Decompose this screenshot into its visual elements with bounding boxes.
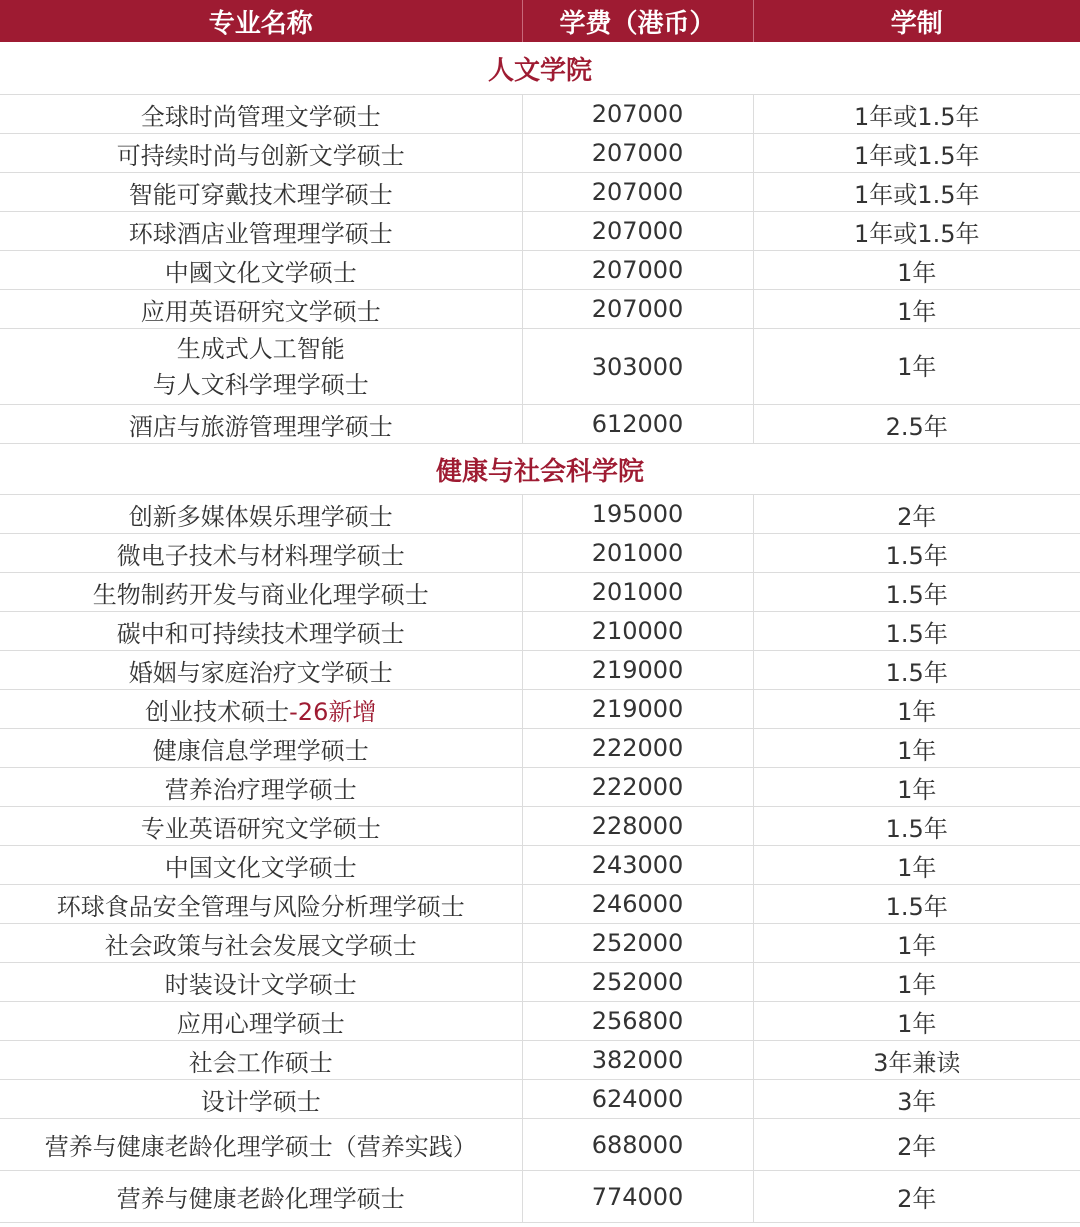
program-name-cell xyxy=(0,1171,522,1223)
program-name-cell xyxy=(0,290,522,329)
duration-cell: 1.5年 xyxy=(753,534,1080,573)
section-header-row xyxy=(0,42,1080,95)
section-title: 人文学院 xyxy=(0,42,1080,95)
tuition-cell: 624000 xyxy=(522,1080,753,1119)
program-name-cell xyxy=(0,729,522,768)
program-name: 生成式人工智能 与人文科学理学硕士 xyxy=(152,334,369,399)
header-tuition: 学费（港币） xyxy=(522,0,753,42)
header-row xyxy=(0,0,1080,42)
duration-cell: 1年 xyxy=(753,290,1080,329)
program-name: 婚姻与家庭治疗文学硕士 xyxy=(128,658,393,687)
duration-cell: 1.5年 xyxy=(753,573,1080,612)
table-row xyxy=(0,651,1080,690)
table-row xyxy=(0,212,1080,251)
header-duration: 学制 xyxy=(753,0,1080,42)
program-name-cell xyxy=(0,768,522,807)
duration-cell: 1年 xyxy=(753,729,1080,768)
duration-cell: 1年或1.5年 xyxy=(753,134,1080,173)
table-row xyxy=(0,405,1080,444)
program-name: 生物制药开发与商业化理学硕士 xyxy=(92,580,429,609)
section-title: 健康与社会科学院 xyxy=(0,444,1080,495)
duration-cell: 3年 xyxy=(753,1080,1080,1119)
table-row xyxy=(0,290,1080,329)
table-row xyxy=(0,329,1080,405)
program-name-cell xyxy=(0,1002,522,1041)
table-row xyxy=(0,1119,1080,1171)
tuition-cell: 219000 xyxy=(522,690,753,729)
tuition-cell: 774000 xyxy=(522,1171,753,1223)
tuition-cell: 201000 xyxy=(522,573,753,612)
program-name: 专业英语研究文学硕士 xyxy=(140,814,381,843)
duration-cell: 2年 xyxy=(753,495,1080,534)
duration-cell: 1年 xyxy=(753,963,1080,1002)
duration-cell: 2年 xyxy=(753,1119,1080,1171)
program-name-cell xyxy=(0,173,522,212)
duration-cell: 1年或1.5年 xyxy=(753,212,1080,251)
header-program-name: 专业名称 xyxy=(0,0,522,42)
duration-cell: 1.5年 xyxy=(753,885,1080,924)
duration-cell: 1年 xyxy=(753,329,1080,405)
table-row xyxy=(0,495,1080,534)
program-name-cell xyxy=(0,1119,522,1171)
program-name-cell xyxy=(0,690,522,729)
duration-cell: 1年 xyxy=(753,768,1080,807)
table-row xyxy=(0,534,1080,573)
program-name: 微电子技术与材料理学硕士 xyxy=(116,541,405,570)
tuition-cell: 246000 xyxy=(522,885,753,924)
program-name-cell xyxy=(0,651,522,690)
tuition-cell: 243000 xyxy=(522,846,753,885)
program-name-cell xyxy=(0,573,522,612)
program-name-cell xyxy=(0,95,522,134)
program-name-cell xyxy=(0,924,522,963)
table-row xyxy=(0,573,1080,612)
tuition-cell: 252000 xyxy=(522,924,753,963)
duration-cell: 1.5年 xyxy=(753,807,1080,846)
program-name: 环球酒店业管理理学硕士 xyxy=(128,219,393,248)
program-name: 社会工作硕士 xyxy=(188,1048,333,1077)
tuition-cell: 207000 xyxy=(522,212,753,251)
tuition-cell: 228000 xyxy=(522,807,753,846)
tuition-cell: 201000 xyxy=(522,534,753,573)
tuition-cell: 207000 xyxy=(522,134,753,173)
duration-cell: 1年 xyxy=(753,690,1080,729)
program-name: 智能可穿戴技术理学硕士 xyxy=(128,180,393,209)
program-name: 应用心理学硕士 xyxy=(176,1009,345,1038)
tuition-cell: 207000 xyxy=(522,173,753,212)
table-row xyxy=(0,963,1080,1002)
tuition-cell: 382000 xyxy=(522,1041,753,1080)
program-name: 创业技术硕士 xyxy=(145,697,290,726)
program-name-cell xyxy=(0,405,522,444)
program-name: 中國文化文学硕士 xyxy=(164,258,357,287)
program-name-cell xyxy=(0,251,522,290)
program-name-cell xyxy=(0,329,522,405)
tuition-cell: 252000 xyxy=(522,963,753,1002)
tuition-cell: 195000 xyxy=(522,495,753,534)
program-name: 酒店与旅游管理理学硕士 xyxy=(128,412,393,441)
duration-cell: 2年 xyxy=(753,1171,1080,1223)
program-name: 中国文化文学硕士 xyxy=(164,853,357,882)
program-name-cell xyxy=(0,807,522,846)
tuition-cell: 219000 xyxy=(522,651,753,690)
program-name-cell xyxy=(0,885,522,924)
program-name-cell xyxy=(0,534,522,573)
duration-cell: 1年或1.5年 xyxy=(753,95,1080,134)
tuition-cell: 207000 xyxy=(522,290,753,329)
table-row xyxy=(0,251,1080,290)
program-name: 全球时尚管理文学硕士 xyxy=(140,102,381,131)
program-name-cell xyxy=(0,495,522,534)
program-name-cell xyxy=(0,846,522,885)
program-name: 营养治疗理学硕士 xyxy=(164,775,357,804)
table-row xyxy=(0,173,1080,212)
tuition-cell: 222000 xyxy=(522,768,753,807)
table-row xyxy=(0,134,1080,173)
table-row xyxy=(0,95,1080,134)
program-name-cell xyxy=(0,1041,522,1080)
program-name-cell xyxy=(0,134,522,173)
duration-cell: 1.5年 xyxy=(753,612,1080,651)
tuition-cell: 207000 xyxy=(522,251,753,290)
table-row xyxy=(0,807,1080,846)
program-name-cell xyxy=(0,1080,522,1119)
program-name: 设计学硕士 xyxy=(200,1087,321,1116)
tuition-cell: 303000 xyxy=(522,329,753,405)
program-name: 社会政策与社会发展文学硕士 xyxy=(104,931,417,960)
table-row xyxy=(0,768,1080,807)
duration-cell: 1年 xyxy=(753,1002,1080,1041)
program-name-cell xyxy=(0,212,522,251)
tuition-cell: 210000 xyxy=(522,612,753,651)
tuition-cell: 256800 xyxy=(522,1002,753,1041)
duration-cell: 1年 xyxy=(753,924,1080,963)
section-header-row xyxy=(0,444,1080,495)
program-name: 营养与健康老龄化理学硕士（营养实践） xyxy=(44,1133,477,1161)
tuition-cell: 688000 xyxy=(522,1119,753,1171)
program-name: 创新多媒体娱乐理学硕士 xyxy=(128,502,393,531)
duration-cell: 2.5年 xyxy=(753,405,1080,444)
table-row xyxy=(0,885,1080,924)
program-name: 营养与健康老龄化理学硕士 xyxy=(116,1185,405,1213)
table-row xyxy=(0,846,1080,885)
table-row xyxy=(0,1002,1080,1041)
program-name: 碳中和可持续技术理学硕士 xyxy=(116,619,405,648)
program-name: 可持续时尚与创新文学硕士 xyxy=(116,141,405,170)
program-name: 环球食品安全管理与风险分析理学硕士 xyxy=(56,892,465,921)
tuition-cell: 207000 xyxy=(522,95,753,134)
program-name-cell xyxy=(0,612,522,651)
program-name: 时装设计文学硕士 xyxy=(164,970,357,999)
table-row xyxy=(0,1171,1080,1223)
program-name: 应用英语研究文学硕士 xyxy=(140,297,381,326)
program-name-cell xyxy=(0,963,522,1002)
table-row xyxy=(0,1080,1080,1119)
table-row xyxy=(0,690,1080,729)
program-name: 健康信息学理学硕士 xyxy=(152,736,369,765)
duration-cell: 1年 xyxy=(753,846,1080,885)
table-row xyxy=(0,1041,1080,1080)
table-row xyxy=(0,729,1080,768)
table-row xyxy=(0,612,1080,651)
duration-cell: 1年或1.5年 xyxy=(753,173,1080,212)
tuition-cell: 222000 xyxy=(522,729,753,768)
duration-cell: 1.5年 xyxy=(753,651,1080,690)
duration-cell: 1年 xyxy=(753,251,1080,290)
table-row xyxy=(0,924,1080,963)
duration-cell: 3年兼读 xyxy=(753,1041,1080,1080)
new-program-tag: -26新增 xyxy=(289,697,377,726)
tuition-cell: 612000 xyxy=(522,405,753,444)
